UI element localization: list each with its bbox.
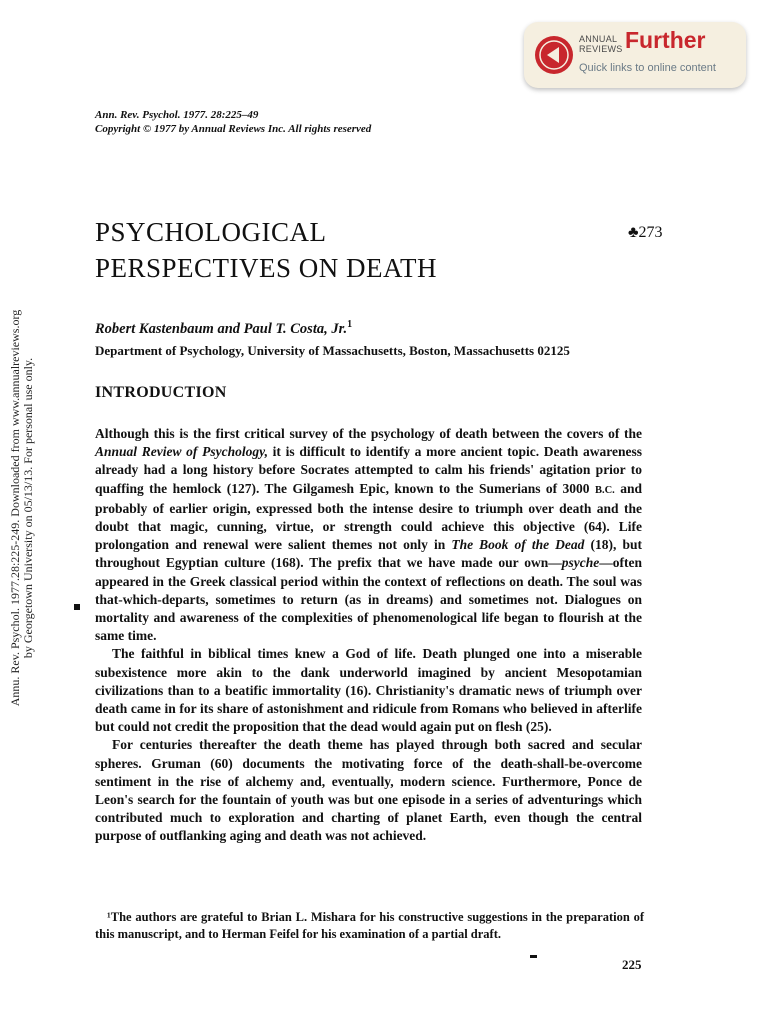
- page-number: 225: [622, 957, 642, 972]
- authors: [95, 319, 352, 338]
- margin-mark: [74, 604, 80, 610]
- page-mark: [530, 955, 537, 958]
- chapter-number: ♣273: [628, 224, 663, 241]
- play-arrow-icon: [534, 35, 574, 75]
- watermark-line-2: by Georgetown University on 05/13/13. For personal use only.: [21, 357, 35, 659]
- article-body: [95, 425, 642, 846]
- copyright-line: Copyright © 1977 by Annual Reviews Inc. All rights reserved: [95, 123, 372, 135]
- journal-citation: [95, 108, 371, 136]
- acknowledgment-footnote: ¹The authors are grateful to Brian L. Mishara for his constructive suggestions in the preparation of this manuscript, and to Herman Feifel for his examination of a partial draft.: [95, 910, 644, 941]
- section-heading: INTRODUCTION: [95, 384, 227, 401]
- further-subtitle: Quick links to online content: [579, 62, 716, 74]
- article-title: [95, 214, 555, 286]
- further-word: Further: [625, 27, 706, 53]
- further-badge[interactable]: [524, 22, 746, 88]
- brand-line-1: ANNUAL: [579, 34, 618, 44]
- download-watermark: [0, 0, 40, 1024]
- watermark-line-1: Annu. Rev. Psychol. 1977.28:225-249. Downloaded from www.annualreviews.org: [8, 309, 22, 707]
- paragraph-2: The faithful in biblical times knew a God of life. Death plunged one into a miserable subexistence more akin to the dank underworld imagined by ancient Mesopotamian civilizations than to a beatific immortality (16). Christianity's dramatic news of triumph over death came in for its share of astonishment and ridicule from Romans who believed in afterlife but could not credit the proposition that the dead would again put on flesh (25).: [95, 646, 642, 735]
- author-footnote-mark: 1: [347, 319, 353, 330]
- brand-line-2: REVIEWS: [579, 44, 623, 54]
- affiliation: Department of Psychology, University of Massachusetts, Boston, Massachusetts 02125: [95, 343, 570, 358]
- paragraph-3: For centuries thereafter the death theme has played through both sacred and secular spheres. Gruman (60) documents the motivating force of the death-shall-be-overcome sentiment in the rise of alchemy and, eventually, modern science. Furthermore, Ponce de Leon's search for the fountain of youth was but one episode in a series of adventurings which contributed much to exploration and charting of planet Earth, even though the central purpose of outflanking aging and death was not achieved.: [95, 737, 642, 844]
- annual-reviews-brand: [579, 34, 623, 54]
- title-line-1: PSYCHOLOGICAL: [95, 217, 327, 247]
- title-line-2: PERSPECTIVES ON DEATH: [95, 253, 438, 283]
- author-names: Robert Kastenbaum and Paul T. Costa, Jr.: [95, 320, 348, 337]
- paragraph-1: Although this is the first critical survey of the psychology of death between the covers of the Annual Review of Psychology, it is difficult to identify a more ancient topic. Death awareness already had a long history before Socrates attempted to calm his friends' agitation prior to quaffing the hemlock (127). The Gilgamesh Epic, known to the Sumerians of 3000 B.C. and probably of earlier origin, expressed both the intense desire to triumph over death and the doubt that magic, cunning, virtue, or strength could achieve this objective (64). Life prolongation and renewal were salient themes not only in The Book of the Dead (18), but throughout Egyptian culture (168). The prefix that we have made our own—psyche—often appeared in the Greek classical period within the context of reflections on death. The soul was that-which-departs, sometimes to return (as in dreams) and sometimes not. Dialogues on mortality and awareness of the complexities of phenomenological life began to flourish at the same time.: [95, 426, 642, 644]
- citation-line-1: Ann. Rev. Psychol. 1977. 28:225–49: [95, 109, 259, 121]
